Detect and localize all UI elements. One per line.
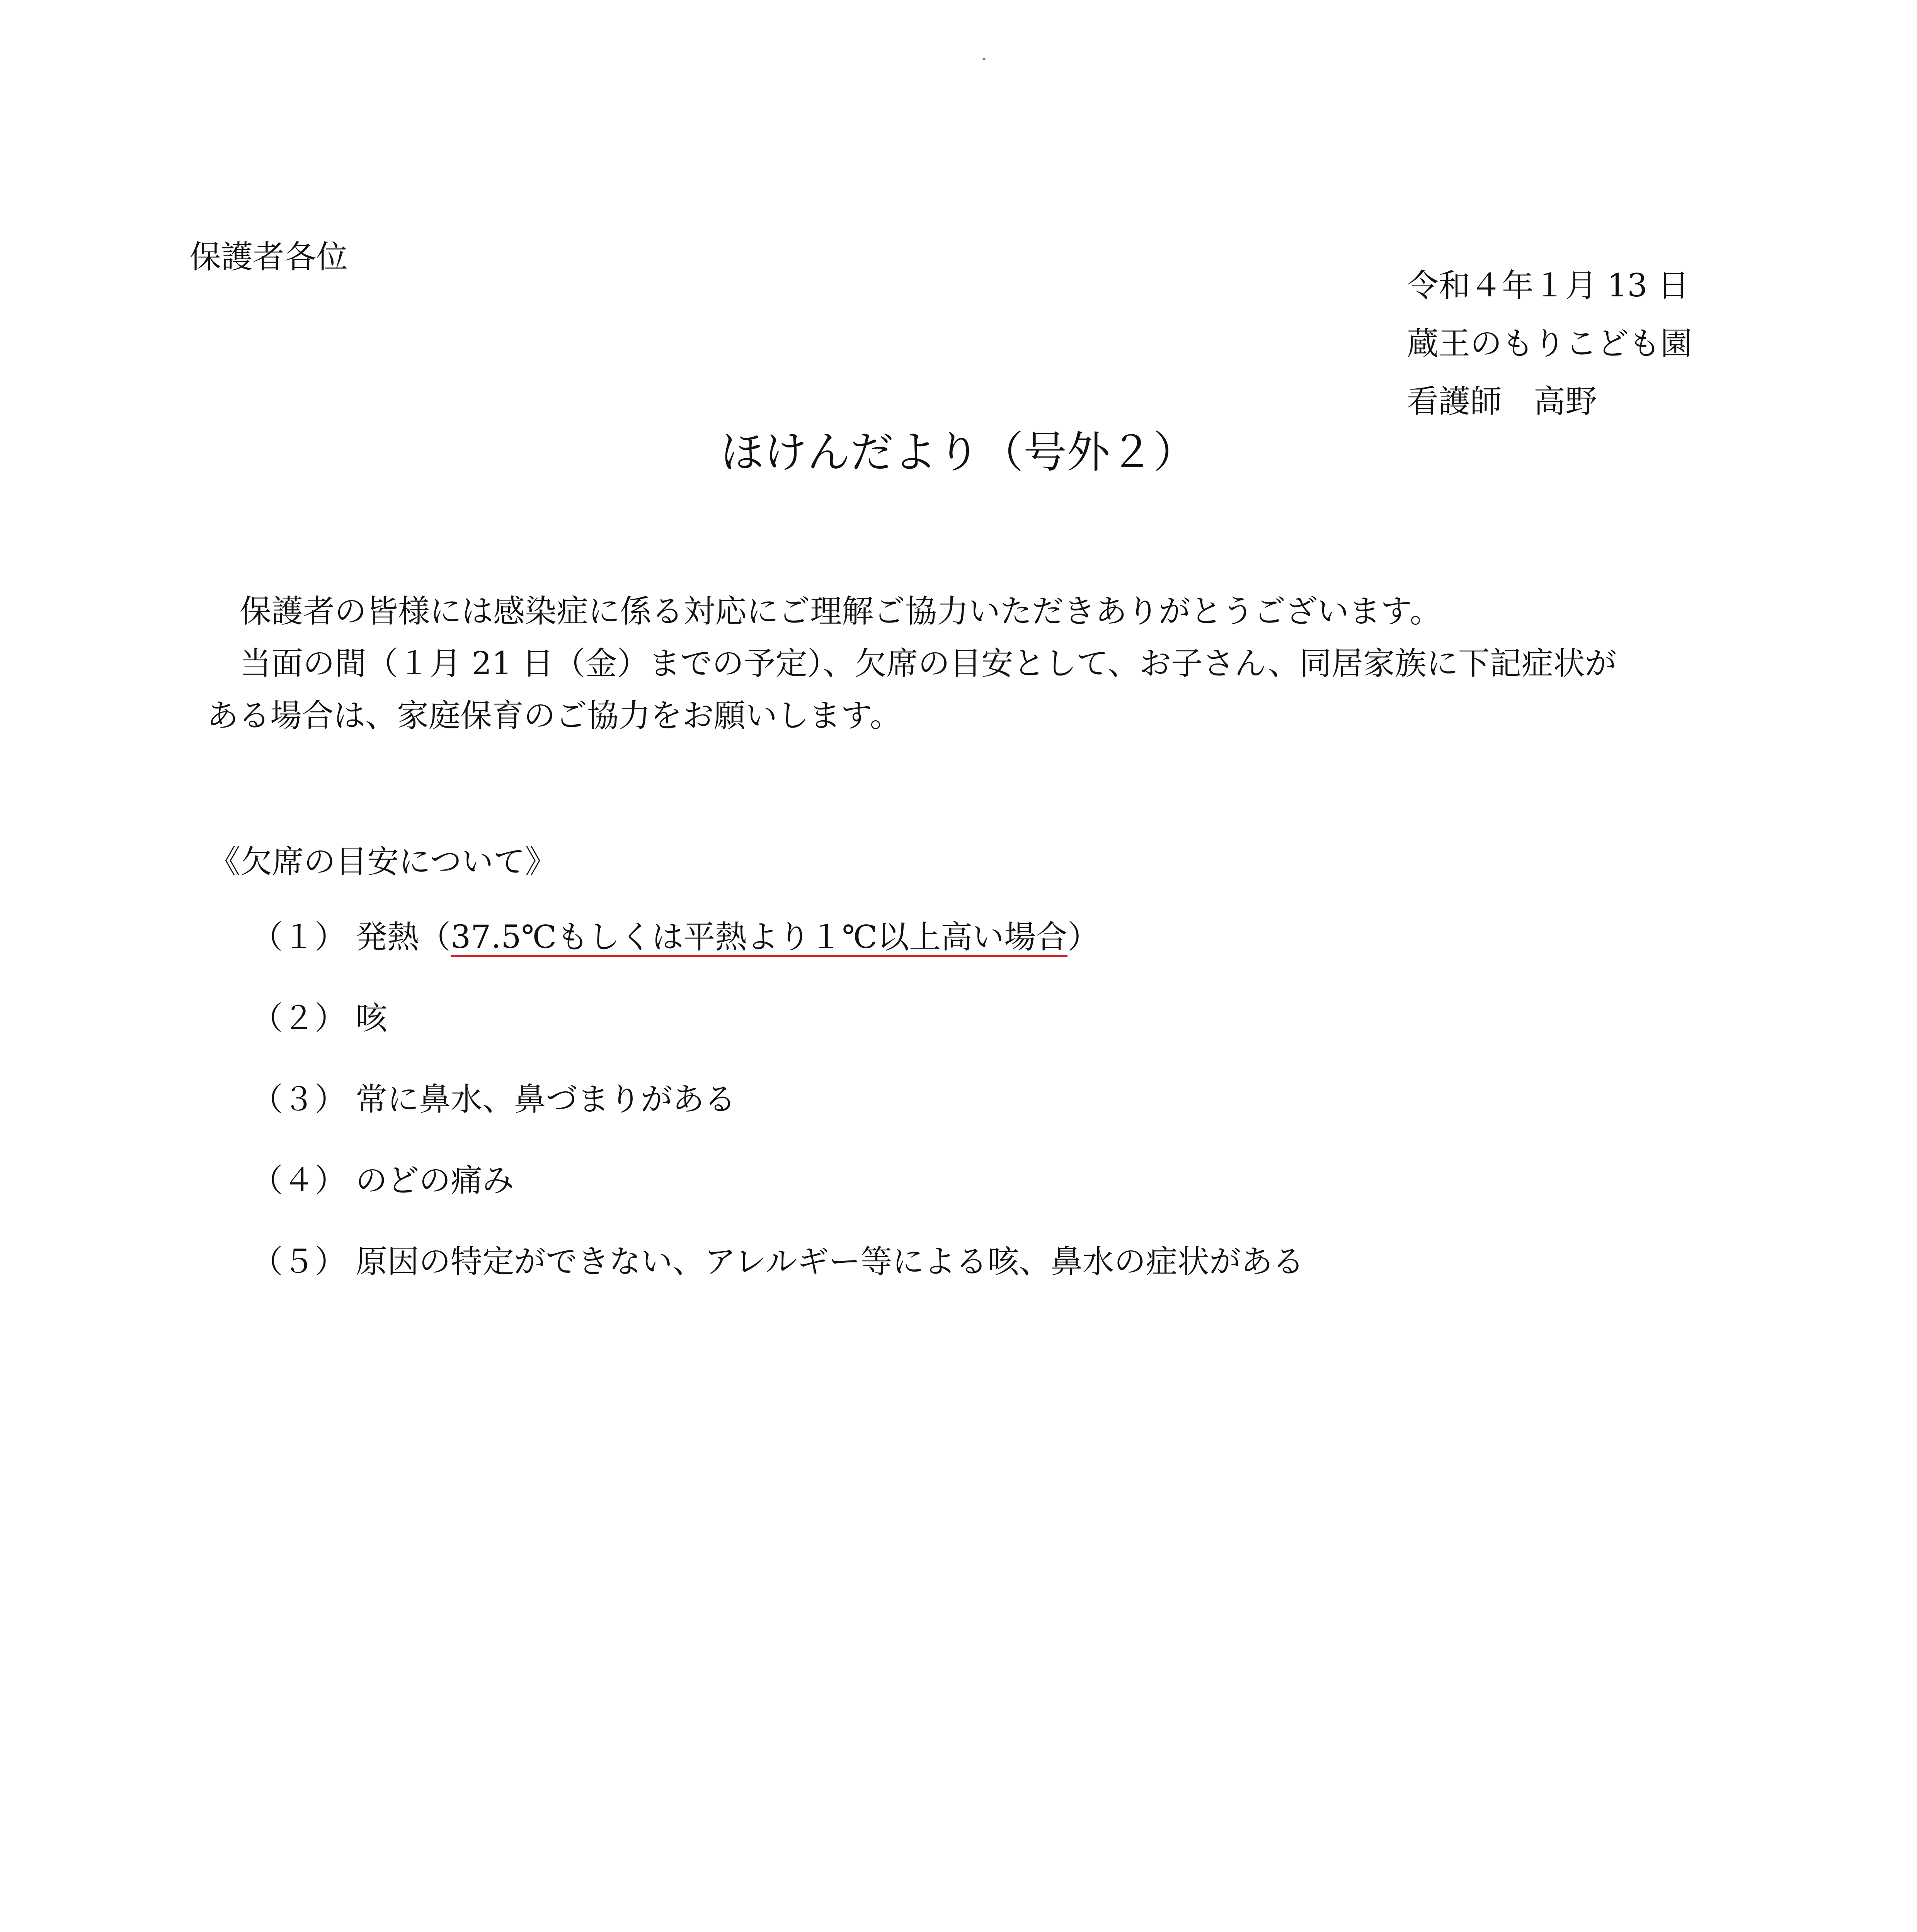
item-number: （１） (251, 919, 347, 956)
issue-date: 令和４年１月 13 日 (1407, 267, 1689, 304)
body-paragraph (207, 585, 1737, 742)
item-text: 常に鼻水、鼻づまりがある (356, 1081, 736, 1118)
item-number: （４） (251, 1162, 347, 1199)
sender-block (1407, 257, 1692, 431)
body-line-3: ある場合は、家庭保育のご協力をお願いします。 (207, 697, 902, 734)
document-title: ほけんだより（号外２） (720, 427, 1197, 478)
list-item (251, 1000, 1304, 1084)
list-item (251, 919, 1304, 1003)
underlined-condition: 37.5℃もしくは平熱より１℃以上高い場合 (451, 919, 1068, 956)
item-suffix: ） (1067, 919, 1100, 956)
list-item (251, 1081, 1304, 1165)
item-number: （３） (251, 1081, 347, 1118)
item-number: （５） (251, 1243, 347, 1280)
item-number: （２） (251, 1000, 347, 1037)
scan-speck (982, 58, 986, 60)
list-item (251, 1162, 1304, 1246)
list-item (251, 1243, 1304, 1327)
addressee: 保護者各位 (189, 239, 348, 276)
item-text: 咳 (356, 1000, 388, 1037)
body-line-1: 保護者の皆様には感染症に係る対応にご理解ご協力いただきありがとうございます。 (240, 593, 1442, 630)
body-line-2: 当面の間（１月 21 日（金）までの予定）、欠席の目安として、お子さん、同居家族に下記症状が (240, 645, 1617, 682)
author-name: 看護師 高野 (1407, 383, 1597, 420)
absence-criteria-list (251, 919, 1304, 1327)
section-heading: 《欠席の目安について》 (209, 844, 557, 880)
organization-name: 蔵王のもりこども園 (1407, 325, 1692, 362)
item-text: 原因の特定ができない、アレルギー等による咳、鼻水の症状がある (356, 1243, 1304, 1280)
item-text: のどの痛み (356, 1162, 514, 1199)
item-text: 発熱（ (356, 919, 451, 956)
